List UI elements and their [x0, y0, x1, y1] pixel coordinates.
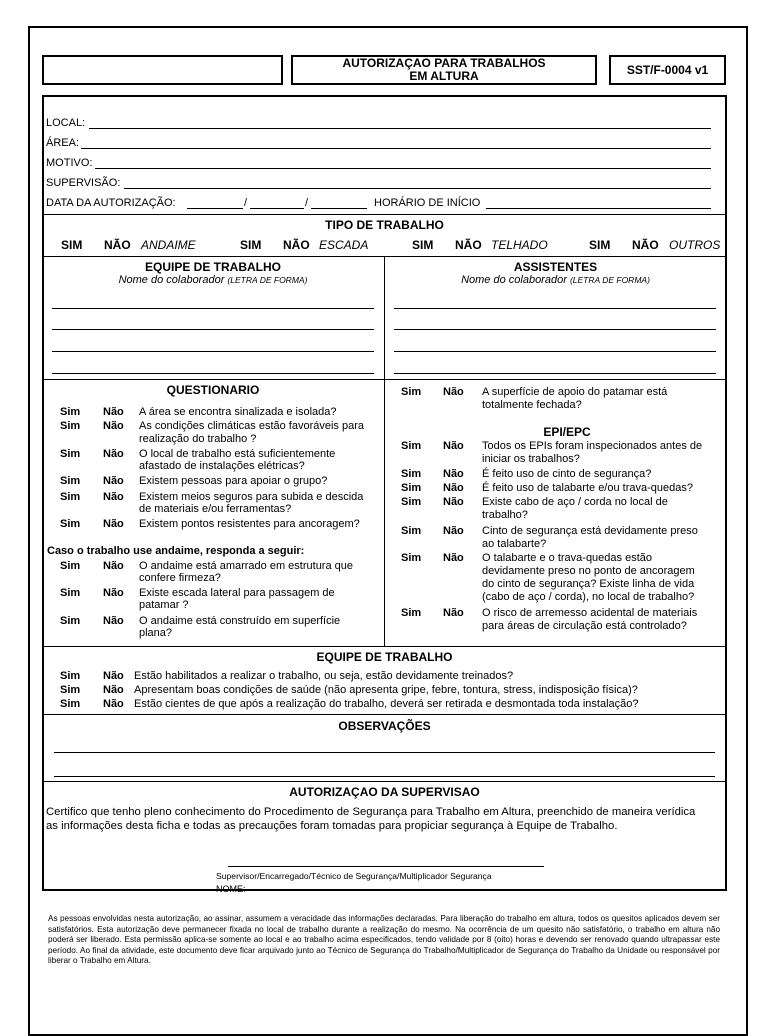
horario-label: HORÁRIO DE INÍCIO — [374, 197, 481, 209]
motivo-label: MOTIVO: — [46, 157, 93, 169]
q6-nao[interactable]: Não — [103, 518, 124, 530]
e2-text: Apresentam boas condições de saúde (não apresenta gripe, febre, tontura, stress, indisposição física)? — [134, 684, 638, 696]
supervisao-label: SUPERVISÃO: — [46, 177, 121, 189]
data-year-field[interactable] — [311, 208, 367, 209]
r2-nao[interactable]: Não — [443, 468, 464, 480]
tipo-nao-1[interactable]: NÃO — [104, 238, 131, 252]
assistentes-subtitle-text: Nome do colaborador — [461, 274, 567, 286]
q3-text-a: O local de trabalho está suficientemente — [139, 448, 336, 460]
r6-nao[interactable]: Não — [443, 552, 464, 564]
r4-text-a: Existe cabo de aço / corda no local de — [482, 496, 668, 508]
date-slash-2: / — [305, 197, 309, 209]
horario-field[interactable] — [486, 208, 711, 209]
q4-nao[interactable]: Não — [103, 475, 124, 487]
autorizacao-text-1: Certifico que tenho pleno conhecimento do Procedimento de Segurança para Trabalho em Altura, preenchido de maneira verídica — [46, 806, 696, 818]
divider — [42, 214, 727, 215]
r7-sim[interactable]: Sim — [401, 607, 422, 619]
a3-text-a: O andaime está construído em superfície — [139, 615, 341, 627]
r6-sim[interactable]: Sim — [401, 552, 422, 564]
local-field[interactable] — [89, 128, 711, 129]
tipo-andaime: ANDAIME — [141, 238, 196, 252]
divider — [42, 781, 727, 782]
r1-sim[interactable]: Sim — [401, 440, 422, 452]
assistentes-subtitle — [384, 274, 727, 286]
equipe2-title: EQUIPE DE TRABALHO — [316, 650, 453, 664]
q2-text-a: As condições climáticas estão favoráveis para — [139, 420, 364, 432]
questionario-title: QUESTIONARIO — [166, 383, 260, 397]
r3-text: É feito uso de talabarte e/ou trava-quedas? — [482, 482, 693, 494]
observacoes-title: OBSERVAÇÕES — [338, 719, 431, 733]
e1-sim[interactable]: Sim — [60, 670, 81, 682]
e2-nao[interactable]: Não — [103, 684, 124, 696]
r7-text-b: para áreas de circulação está controlado? — [482, 620, 687, 632]
r0-sim[interactable]: Sim — [401, 386, 422, 398]
q4-sim[interactable]: Sim — [60, 475, 81, 487]
e2-sim[interactable]: Sim — [60, 684, 81, 696]
assistentes-subtitle-small: (LETRA DE FORMA) — [569, 275, 650, 285]
form-title — [291, 57, 597, 83]
title-line-2: EM ALTURA — [409, 69, 479, 83]
r2-sim[interactable]: Sim — [401, 468, 422, 480]
r0-text-b: totalmente fechada? — [482, 399, 582, 411]
a1-sim[interactable]: Sim — [60, 560, 81, 572]
q1-nao[interactable]: Não — [103, 406, 124, 418]
r0-text-a: A superfície de apoio do patamar está — [482, 386, 668, 398]
r5-text-b: ao talabarte? — [482, 538, 547, 550]
tipo-sim-1[interactable]: SIM — [61, 238, 83, 252]
assistentes-name-line-4[interactable] — [394, 373, 716, 374]
a1-nao[interactable]: Não — [103, 560, 124, 572]
divider — [42, 646, 727, 647]
r5-sim[interactable]: Sim — [401, 525, 422, 537]
equipe-subtitle — [42, 274, 384, 286]
a2-text-a: Existe escada lateral para passagem de — [139, 587, 335, 599]
r3-nao[interactable]: Não — [443, 482, 464, 494]
e3-sim[interactable]: Sim — [60, 698, 81, 710]
r1-text-a: Todos os EPIs foram inspecionados antes de — [482, 440, 703, 452]
tipo-nao-3[interactable]: NÃO — [455, 238, 482, 252]
form-code: SST/F-0004 v1 — [626, 63, 709, 77]
r4-text-b: trabalho? — [482, 509, 528, 521]
r7-nao[interactable]: Não — [443, 607, 464, 619]
r6-text-b: devidamente preso no ponto de ancoragem — [482, 565, 695, 577]
tipo-nao-4[interactable]: NÃO — [632, 238, 659, 252]
autorizacao-text-2: as informações desta ficha e todas as precauções foram tomadas para propiciar segurança à Equipe de Trabalho. — [46, 820, 618, 832]
r7-text-a: O risco de arremesso acidental de materiais — [482, 607, 698, 619]
a3-nao[interactable]: Não — [103, 615, 124, 627]
r5-nao[interactable]: Não — [443, 525, 464, 537]
r4-sim[interactable]: Sim — [401, 496, 422, 508]
q5-text-a: Existem meios seguros para subida e descida — [139, 491, 364, 503]
tipo-escada: ESCADA — [319, 238, 369, 252]
tipo-nao-2[interactable]: NÃO — [283, 238, 310, 252]
equipe-name-line-2[interactable] — [52, 329, 374, 330]
a1-text-a: O andaime está amarrado em estrutura que — [139, 560, 354, 572]
a2-nao[interactable]: Não — [103, 587, 124, 599]
q2-nao[interactable]: Não — [103, 420, 124, 432]
e3-text: Estão cientes de que após a realização do trabalho, deverá ser retirada e desmontada toda instalação? — [134, 698, 639, 710]
local-label: LOCAL: — [46, 117, 86, 129]
q3-text-b: afastado de instalações elétricas? — [139, 460, 305, 472]
e1-text: Estão habilitados a realizar o trabalho, ou seja, estão devidamente treinados? — [134, 670, 514, 682]
observacoes-line-2[interactable] — [54, 776, 715, 777]
andaime-title: Caso o trabalho use andaime, responda a seguir: — [47, 545, 305, 557]
date-slash-1: / — [244, 197, 248, 209]
tipo-title: TIPO DE TRABALHO — [325, 218, 444, 232]
tipo-telhado: TELHADO — [491, 238, 548, 252]
r5-text-a: Cinto de segurança está devidamente preso — [482, 525, 698, 537]
q3-sim[interactable]: Sim — [60, 448, 81, 460]
q4-text: Existem pessoas para apoiar o grupo? — [139, 475, 328, 487]
q5-nao[interactable]: Não — [103, 491, 124, 503]
area-field[interactable] — [81, 148, 711, 149]
header-blank-box — [42, 55, 283, 85]
tipo-outros: OUTROS — [669, 238, 721, 252]
signature-role: Supervisor/Encarregado/Técnico de Segurança/Multiplicador Segurança — [216, 871, 492, 881]
assistentes-title: ASSISTENTES — [513, 260, 598, 274]
observacoes-line-1[interactable] — [54, 752, 715, 753]
title-line-1: AUTORIZAÇAO PARA TRABALHOS — [342, 56, 546, 70]
motivo-field[interactable] — [95, 168, 711, 169]
r2-text: É feito uso de cinto de segurança? — [482, 468, 652, 480]
r6-text-a: O talabarte e o trava-quedas estão — [482, 552, 652, 564]
divider — [42, 714, 727, 715]
r0-nao[interactable]: Não — [443, 386, 464, 398]
e1-nao[interactable]: Não — [103, 670, 124, 682]
divider — [42, 379, 727, 380]
data-month-field[interactable] — [250, 208, 304, 209]
equipe-subtitle-text: Nome do colaborador — [118, 274, 225, 286]
signature-line[interactable] — [228, 866, 544, 867]
a3-sim[interactable]: Sim — [60, 615, 81, 627]
q2-sim[interactable]: Sim — [60, 420, 81, 432]
equipe-name-line-1[interactable] — [52, 308, 374, 309]
q3-nao[interactable]: Não — [103, 448, 124, 460]
equipe-name-line-4[interactable] — [52, 373, 374, 374]
q1-text: A área se encontra sinalizada e isolada? — [139, 406, 337, 418]
tipo-sim-4[interactable]: SIM — [589, 238, 611, 252]
q5-sim[interactable]: Sim — [60, 491, 81, 503]
footer-disclaimer: As pessoas envolvidas nesta autorização, ao assinar, assumem a veracidade das informações declaradas. Para liberação do trabalho em altura, todos os quesitos aplicados devem ser satisfatórios. Esta autorização deve permanecer fixada no local de trabalho durante a realização do mesmo. Na ocorrência de um quesito não satisfatório, o trabalho em altura não poderá ser liberado. Esta permissão aplica-se somente ao local e ao trabalho acima especificados, tendo validade por 8 (oito) horas e devendo ser renovado quando ultrapassar este período. Ao final da atividade, este documento deve ficar arquivado junto ao Técnico de Segurança do Trabalho/Multiplicador de Segurança do Trabalho da Unidade ou responsável por liberar o Trabalho em Altura. — [48, 914, 720, 966]
equipe-title: EQUIPE DE TRABALHO — [144, 260, 281, 274]
a2-sim[interactable]: Sim — [60, 587, 81, 599]
q6-sim[interactable]: Sim — [60, 518, 81, 530]
tipo-sim-3[interactable]: SIM — [412, 238, 434, 252]
data-label: DATA DA AUTORIZAÇÃO: — [46, 197, 176, 209]
r6-text-d: (cabo de aço / corda), no local de trabalho? — [482, 591, 695, 603]
q1-sim[interactable]: Sim — [60, 406, 81, 418]
r3-sim[interactable]: Sim — [401, 482, 422, 494]
e3-nao[interactable]: Não — [103, 698, 124, 710]
data-day-field[interactable] — [187, 208, 243, 209]
supervisao-field[interactable] — [124, 188, 711, 189]
area-label: ÁREA: — [46, 137, 80, 149]
autorizacao-title: AUTORIZAÇAO DA SUPERVISAO — [289, 785, 480, 799]
r4-nao[interactable]: Não — [443, 496, 464, 508]
assistentes-name-line-1[interactable] — [394, 308, 716, 309]
a2-text-b: patamar ? — [139, 599, 189, 611]
assistentes-name-line-2[interactable] — [394, 329, 716, 330]
r6-text-c: do cinto de segurança? Existe linha de vida — [482, 578, 695, 590]
equipe-name-line-3[interactable] — [52, 351, 374, 352]
q5-text-b: de materiais e/ou ferramentas? — [139, 503, 292, 515]
vertical-divider — [384, 256, 385, 647]
signature-nome: NOME: — [216, 884, 246, 894]
epi-title: EPI/EPC — [543, 425, 591, 439]
equipe-subtitle-small: (LETRA DE FORMA) — [227, 275, 308, 285]
r1-text-b: iniciar os trabalhos? — [482, 453, 580, 465]
q6-text: Existem pontos resistentes para ancoragem? — [139, 518, 360, 530]
tipo-sim-2[interactable]: SIM — [240, 238, 262, 252]
q2-text-b: realização do trabalho ? — [139, 433, 257, 445]
a3-text-b: plana? — [139, 627, 173, 639]
r1-nao[interactable]: Não — [443, 440, 464, 452]
assistentes-name-line-3[interactable] — [394, 351, 716, 352]
a1-text-b: confere firmeza? — [139, 572, 221, 584]
